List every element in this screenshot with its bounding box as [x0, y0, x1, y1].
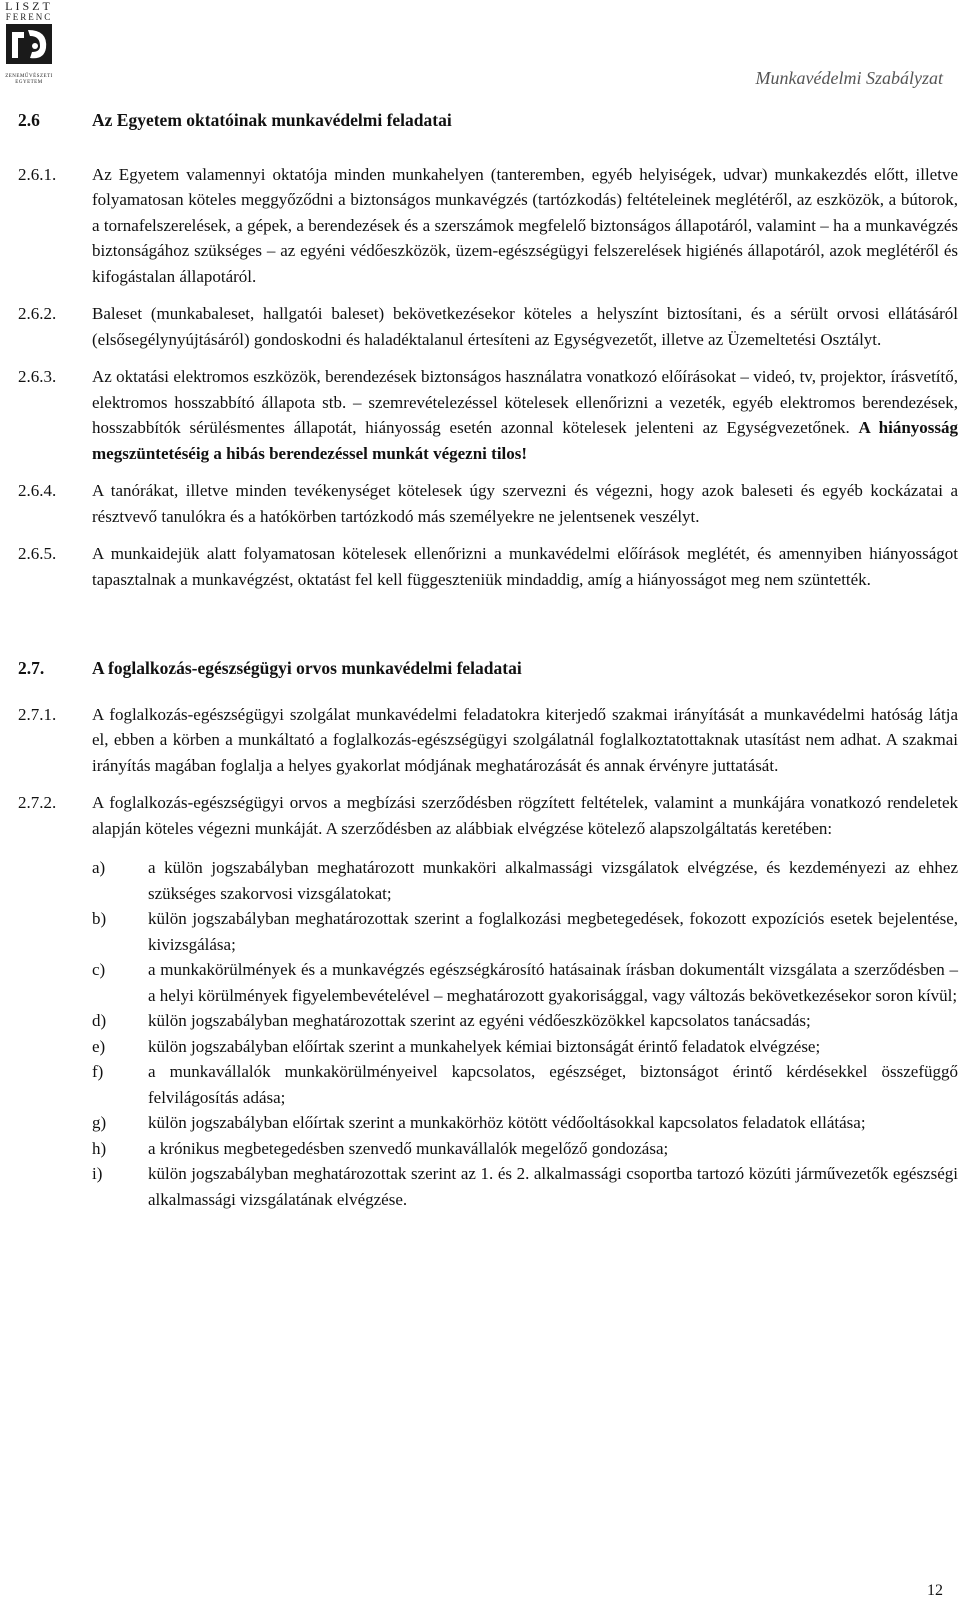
list-text: a külön jogszabályban meghatározott munkaköri alkalmassági vizsgálatok elvégzése, és kezdeményezi az ehhez szükséges szakorvosi vizsgálatokat; — [148, 858, 958, 903]
list-item — [92, 1110, 958, 1136]
section-number: 2.7. — [18, 658, 45, 678]
list-text: külön jogszabályban előírtak szerint a munkakörhöz kötött védőoltásokkal kapcsolatos feladatok ellátása; — [148, 1113, 866, 1132]
list-item — [92, 1136, 958, 1162]
paragraph-text — [92, 364, 958, 466]
list-text: külön jogszabályban meghatározottak szerint a foglalkozási megbetegedések, fokozott expozíciós esetek bejelentése, kivizsgálása; — [148, 909, 958, 954]
list-item — [92, 855, 958, 906]
list-marker: f) — [92, 1062, 104, 1081]
paragraph-text: A munkaidejük alatt folyamatosan kötelesek ellenőrizni a munkavédelmi előírások meglétét, és amennyiben hiányosságot tapasztalnak a munkavégzést, oktatást fel kell függeszteniük mindaddig, amíg a hiányosságot meg nem szüntették. — [92, 544, 958, 589]
list-text: külön jogszabályban előírtak szerint a munkahelyek kémiai biztonságát érintő feladatok elvégzése; — [148, 1036, 821, 1056]
list-marker: b) — [92, 909, 107, 928]
paragraph — [18, 301, 958, 352]
list-text: a krónikus megbetegedésben szenvedő munkavállalók megelőző gondozása; — [148, 1138, 669, 1158]
list-text: külön jogszabályban meghatározottak szerint az 1. és 2. alkalmassági csoportba tartozó közúti járművezetők egészségi alkalmassági vizsgálatának elvégzése. — [148, 1164, 958, 1209]
section-heading — [18, 108, 958, 134]
paragraph-number: 2.7.1. — [18, 704, 57, 724]
list-marker: g) — [92, 1113, 107, 1132]
page-number: 12 — [927, 1582, 943, 1599]
list-marker: d) — [92, 1011, 107, 1030]
paragraph-number: 2.6.3. — [18, 367, 57, 386]
paragraph-number: 2.6.5. — [18, 544, 57, 563]
list-item — [92, 1008, 958, 1034]
paragraph-text: A tanórákat, illetve minden tevékenységet kötelesek úgy szervezni és végezni, hogy azok baleseti és egyéb kockázatai a résztvevő tanulókra és a hatókörben tartózkodó más személyekre ne jelentsenek veszélyt. — [92, 481, 958, 526]
logo-line-1: LISZT — [5, 0, 53, 13]
document-title: Munkavédelmi Szabályzat — [755, 68, 943, 88]
paragraph-text: Az Egyetem valamennyi oktatója minden munkahelyen (tanteremben, egyéb helyiségek, udvar) munkakezdés előtt, illetve folyamatosan köteles meggyőződni a biztonságos munkavégzés (tartózkodás) feltételeinek meglétéről, az eszközök, a bútorok, a tornafelszerelések, a gépek, a berendezések és a szerszámok megfelelő biztonságos állapotáról, valamint – ha a munkavégzés biztonságához szükséges – az egyéni védőeszközök, üzem-egészségügyi felszerelések higiénés állapotáról, azok meglétéről és kifogástalan állapotáról. — [92, 164, 958, 286]
paragraph — [18, 702, 958, 779]
list-marker: e) — [92, 1036, 106, 1056]
logo-line-2: FERENC — [5, 12, 53, 22]
section-heading — [18, 656, 958, 682]
university-logo — [4, 0, 54, 88]
paragraph-number: 2.7.2. — [18, 793, 57, 812]
paragraph — [18, 162, 958, 290]
section-title: Az Egyetem oktatóinak munkavédelmi feladatai — [92, 110, 452, 130]
list-text: külön jogszabályban meghatározottak szerint az egyéni védőeszközökkel kapcsolatos tanácsadás; — [148, 1011, 811, 1030]
list-item — [92, 906, 958, 957]
paragraph — [18, 364, 958, 466]
list-item — [92, 1034, 958, 1060]
paragraph-warning: A hiányosság megszüntetéséig a hibás berendezéssel munkát végezni tilos! — [92, 418, 959, 463]
logo-line-3: ZENEMŰVÉSZETI — [5, 73, 53, 79]
list-item — [92, 1161, 958, 1212]
section-title: A foglalkozás-egészségügyi orvos munkavédelmi feladatai — [92, 658, 522, 678]
logo-line-4: EGYETEM — [15, 79, 43, 85]
section-number: 2.6 — [18, 110, 40, 130]
list-text: a munkavállalók munkakörülményeivel kapcsolatos, egészséget, biztonságot érintő kérdésekkel összefüggő felvilágosítás adása; — [148, 1062, 958, 1107]
list-item — [92, 1059, 958, 1110]
paragraph-text: Baleset (munkabaleset, hallgatói baleset) bekövetkezésekor köteles a helyszínt biztosítani, és a sérült orvosi ellátásáról (elsősegélynyújtásáról) gondoskodni és haladéktalanul értesíteni az Egységvezetőt, illetve az Üzemeltetési Osztályt. — [92, 304, 958, 349]
list-marker: c) — [92, 960, 106, 979]
list-marker: a) — [92, 858, 106, 877]
paragraph-number: 2.6.2. — [18, 304, 57, 323]
paragraph — [18, 541, 958, 592]
paragraph-number: 2.6.4. — [18, 481, 57, 500]
paragraph-text: A foglalkozás-egészségügyi szolgálat munkavédelmi feladatokra kiterjedő szakmai irányítását a munkavédelmi hatóság látja el, ebben a körben a munkáltató a foglalkozás-egészségügyi szolgálatnál foglalkoztatottaknak utasítást nem adhat. A szakmai irányítás magában foglalja a helyes gyakorlat módjának meghatározását és annak érvényre juttatását. — [92, 704, 958, 775]
paragraph-text: A foglalkozás-egészségügyi orvos a megbízási szerződésben rögzített feltételek, valamint a munkájára vonatkozó rendeletek alapján köteles végezni munkáját. A szerződésben az alábbiak elvégzése kötelező alapszolgáltatás keretében: — [92, 793, 958, 838]
document-body — [18, 108, 958, 1212]
paragraph-text-main: Az oktatási elektromos eszközök, berendezések biztonságos használatra vonatkozó előírásokat – videó, tv, projektor, írásvetítő, elektromos hosszabbító állapota stb. – szemrevételezéssel kötelesek ellenőrizni a vezeték, egyéb elektromos berendezések, hosszabbítók sérülésmentes állapotát, hiányosság esetén azonnal kötelesek jelenteni az Egységvezetőnek. — [92, 367, 958, 437]
list-text: a munkakörülmények és a munkavégzés egészségkárosító hatásainak írásban dokumentált vizsgálata a szerződésben – a helyi körülmények figyelembevételével – meghatározott gyakorisággal, vagy változás bekövetkezésekor soron kívül; — [148, 960, 958, 1005]
paragraph-number: 2.6.1. — [18, 164, 57, 184]
paragraph — [18, 478, 958, 529]
list-item — [92, 957, 958, 1008]
logo-emblem-icon — [4, 22, 54, 66]
paragraph — [18, 790, 958, 841]
list-marker: i) — [92, 1164, 103, 1183]
list-marker: h) — [92, 1138, 107, 1158]
